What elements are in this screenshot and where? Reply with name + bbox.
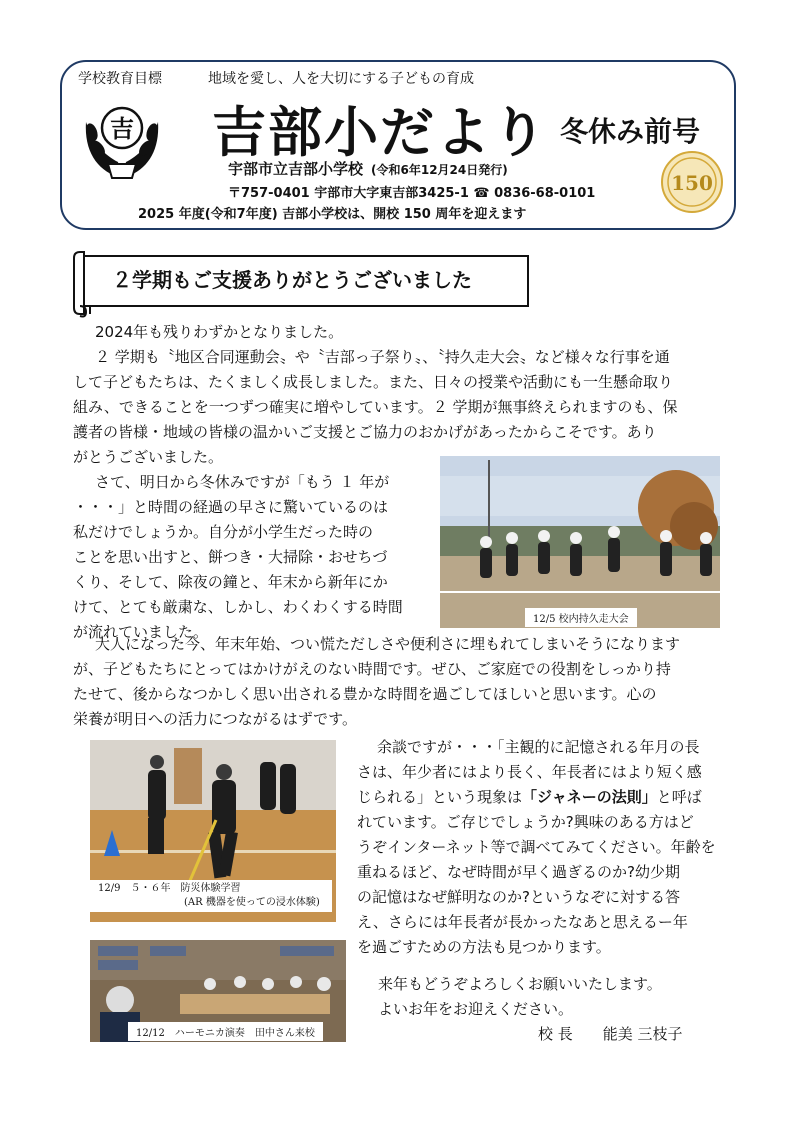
goal-label: 学校教育目標 xyxy=(78,71,162,87)
race-caption: 12/5 校内持久走大会 xyxy=(525,608,637,627)
disaster-caption-line: 12/9 ５・６年 防災体験学習 xyxy=(98,883,241,894)
goal-text: 地域を愛し、人を大切にする子どもの育成 xyxy=(208,71,474,87)
section-heading: ２学期もご支援ありがとうございました xyxy=(112,268,472,292)
photo-harmonica xyxy=(90,940,346,1042)
text-line: 余談ですが・・・「主観的に記憶される年月の長 xyxy=(377,738,700,756)
paragraph-family-time xyxy=(73,632,680,732)
race-photo-illustration xyxy=(440,456,720,628)
newsletter-title: 吉部小だより xyxy=(212,101,548,164)
text-line xyxy=(357,785,716,810)
disaster-caption-line: (AR 機器を使っての浸水体験) xyxy=(184,897,320,908)
text-line: して子どもたちは、たくましく成長しました。また、日々の授業や活動にも一生懸命取り xyxy=(73,373,674,391)
paragraph-intro: 2024年も残りわずかとなりました。 xyxy=(95,323,344,341)
text-line: さは、年少者にはより長く、年長者にはより短く感 xyxy=(357,763,702,781)
issue-date: (令和6年12月24日発行) xyxy=(371,163,508,177)
text-line: が流れていました。 xyxy=(73,623,209,641)
text-line: ・・・」と時間の経過の早さに驚いているのは xyxy=(73,498,389,516)
text-line: を過ごすための方法も見つかります。 xyxy=(357,938,611,956)
harmonica-caption: 12/12 ハーモニカ演奏 田中さん来校 xyxy=(128,1022,323,1041)
text-span: と呼ば xyxy=(656,788,702,806)
text-line: 組み、できることを一つずつ確実に増やしています。２ 学期が無事終えられますのも、保 xyxy=(73,398,678,416)
paragraph-janet-law xyxy=(357,735,716,960)
text-line: くり、そして、除夜の鐘と、年末から新年にか xyxy=(73,573,388,591)
school-line xyxy=(228,158,508,179)
text-line: が、子どもたちにとってはかけがえのない時間です。ぜひ、ご家庭での役割をしっかり持 xyxy=(73,660,671,678)
text-line: よいお年をお迎えください。 xyxy=(378,1000,574,1018)
janet-law-term: 「ジャネーの法則」 xyxy=(522,788,657,806)
school-address: 〒757-0401 宇部市大字東吉部3425-1 ☎ 0836-68-0101 xyxy=(228,186,596,201)
paragraph-second-term xyxy=(73,345,677,470)
text-line: さて、明日から冬休みですが「もう １ 年が xyxy=(95,473,390,491)
issue-label: 冬休み前号 xyxy=(560,115,701,148)
disaster-caption xyxy=(90,880,332,912)
text-line: ことを思い出すと、餅つき・大掃除・おせちづ xyxy=(73,548,388,566)
school-name: 宇部市立吉部小学校 xyxy=(228,160,364,178)
text-line: たせて、後からなつかしく思い出される豊かな時間を過ごしてほしいと思います。心の xyxy=(73,685,657,703)
text-line: 大人になった今、年末年始、つい慌ただしさや便利さに埋もれてしまいそうになります xyxy=(95,635,681,653)
text-line: 来年もどうぞよろしくお願いいたします。 xyxy=(378,975,662,993)
principal-signature: 校 長 能美 三枝子 xyxy=(538,1025,683,1043)
photo-endurance-race xyxy=(440,456,720,628)
text-line: がとうございました。 xyxy=(73,448,224,466)
text-line: 護者の皆様・地域の皆様の温かいご支援とご協力のおかげがあったからこそです。あり xyxy=(73,423,657,441)
photo-disaster-drill xyxy=(90,740,336,922)
anniversary-note: 2025 年度(令和7年度) 吉部小学校は、開校 150 周年を迎えます xyxy=(138,207,527,222)
anniversary-seal-icon xyxy=(660,150,724,214)
school-emblem-icon xyxy=(78,92,166,184)
text-span: じられる」という現象は xyxy=(357,788,523,806)
text-line: 私だけでしょうか。自分が小学生だった時の xyxy=(73,523,374,541)
text-line: ２ 学期も〝地区合同運動会〟や〝吉部っ子祭り〟、〝持久走大会〟など様々な行事を通 xyxy=(95,348,670,366)
text-line: え、さらには年長者が長かったなあと思えるー年 xyxy=(357,913,688,931)
closing-remarks xyxy=(378,972,662,1022)
text-line: うぞインターネット等で調べてみてください。年齢を xyxy=(357,838,716,856)
text-line: れています。ご存じでしょうか?興味のある方はど xyxy=(357,813,694,831)
text-line: 栄養が明日への活力につながるはずです。 xyxy=(73,710,357,728)
emblem-char: 吉 xyxy=(110,115,134,143)
text-line: 重ねるほど、なぜ時間が早く過ぎるのか?幼少期 xyxy=(357,863,680,881)
paragraph-winter-break xyxy=(73,470,403,645)
text-line: の記憶はなぜ鮮明なのか?というなぞに対する答 xyxy=(357,888,680,906)
seal-text: 150 xyxy=(671,171,713,195)
text-line: けて、とても厳粛な、しかし、わくわくする時間 xyxy=(73,598,403,616)
